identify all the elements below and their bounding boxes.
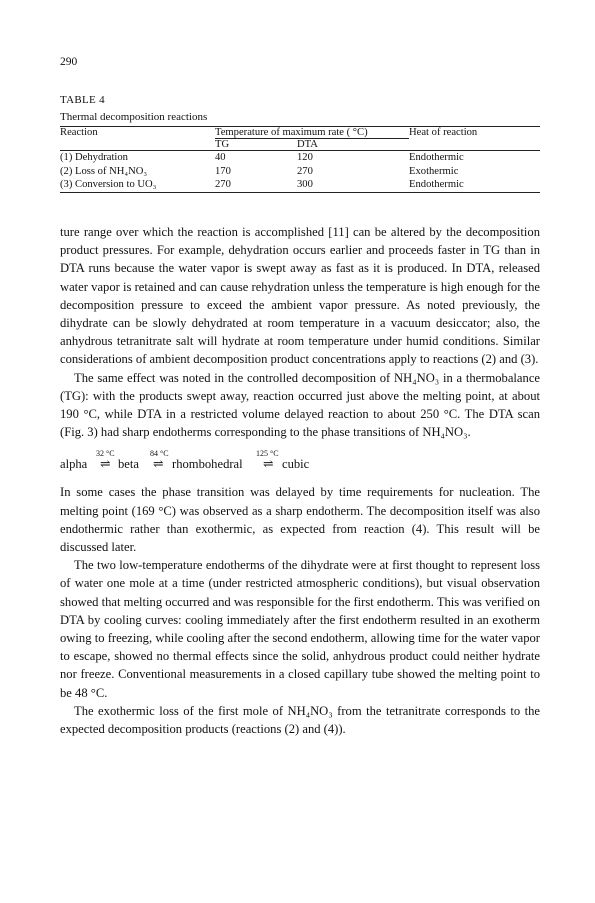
paragraph: The exothermic loss of the first mole of NH₄NO₃ from the tetranitrate corresponds to the expected decomposition products (reactions (2) and (4)). <box>60 703 540 737</box>
cell-tg: 40 <box>215 152 226 163</box>
header-tg: TG <box>215 139 297 151</box>
header-dta: DTA <box>297 139 409 151</box>
phase-transition-equation <box>60 443 540 477</box>
table-row <box>60 165 540 179</box>
cell-heat: Exothermic <box>409 165 459 177</box>
header-reaction: Reaction <box>60 127 98 138</box>
page-number: 290 <box>60 56 78 68</box>
cell-reaction: (2) Loss of NH₄NO₃ <box>60 165 148 177</box>
phase-beta: beta <box>118 457 139 472</box>
cell-dta: 270 <box>297 165 313 177</box>
cell-heat: Endothermic <box>409 179 464 191</box>
cell-reaction: (3) Conversion to UO₃ <box>60 179 157 191</box>
phase-alpha: alpha <box>60 457 88 472</box>
table-row <box>60 151 540 165</box>
paragraph: The same effect was noted in the controlled decomposition of NH₄NO₃ in a thermobalance (TG): with the products swept away, reaction occurred just above the melting point, at about 190 °C, while DTA in a restricted volume delayed reaction to about 250 °C. The DTA scan (Fig. 3) had sharp endotherms corresponding to the phase transitions of NH₄NO₃. <box>60 370 540 440</box>
cell-tg: 270 <box>215 179 231 191</box>
cell-dta: 300 <box>297 179 313 191</box>
phase-rhombohedral: rhombohedral <box>172 457 243 472</box>
header-heat: Heat of reaction <box>409 127 478 138</box>
transition-temp: 32 °C <box>96 449 115 459</box>
table-row <box>60 178 540 192</box>
cell-tg: 170 <box>215 165 231 177</box>
cell-dta: 120 <box>297 152 313 163</box>
equilibrium-arrow: ⇌ <box>263 457 274 472</box>
transition-temp: 125 °C <box>256 449 279 459</box>
paragraph: ture range over which the reaction is accomplished [11] can be altered by the decomposition product pressures. For example, dehydration occurs earlier and proceeds faster in TG than in DTA runs because the water vapor is swept away as fast as it is produced. In DTA, released water vapor is retained and can cause rehydration unless the temperature is high enough for the decomposition pressure to exceed the ambient vapor pressure. As noted previously, the dihydrate can be slowly dehydrated at room temperature in a vacuum desiccator; also, the anhydrous tetranitrate salt will hydrate at room temperature under humid conditions. Similar considerations of ambient decomposition product concentrations apply to reactions (2) and (3). <box>60 225 540 367</box>
cell-reaction: (1) Dehydration <box>60 152 128 163</box>
header-temperature: Temperature of maximum rate ( °C) <box>215 127 368 138</box>
paragraph: The two low-temperature endotherms of the dihydrate were at first thought to represent loss of water one mole at a time (under restricted atmospheric conditions), but visual observation showed that melting occurred and was responsible for the first endotherm. This was verified on DTA by cooling curves: cooling immediately after the first endotherm resulted in an exotherm owing to freezing, while cooling after the second endotherm, allowing time for the water vapor to escape, showed no thermal effects since the solid, anhydrous product could neither hydrate nor freeze. Conventional measurements in a closed capillary tube showed the melting point to be 48 °C. <box>60 558 540 700</box>
table-label: TABLE 4 <box>60 94 105 106</box>
transition-temp: 84 °C <box>150 449 169 459</box>
paragraph: In some cases the phase transition was delayed by time requirements for nucleation. The melting point (169 °C) was observed as a sharp endotherm. The decomposition itself was also endothermic rather than exothermic, as expected from reaction (4). This result will be discussed later. <box>60 485 540 555</box>
decomposition-table <box>60 126 540 193</box>
table-caption: Thermal decomposition reactions <box>60 111 208 123</box>
equilibrium-arrow: ⇌ <box>153 457 164 472</box>
body-text <box>60 223 540 738</box>
cell-heat: Endothermic <box>409 152 464 163</box>
equilibrium-arrow: ⇌ <box>100 457 111 472</box>
phase-cubic: cubic <box>282 457 310 472</box>
